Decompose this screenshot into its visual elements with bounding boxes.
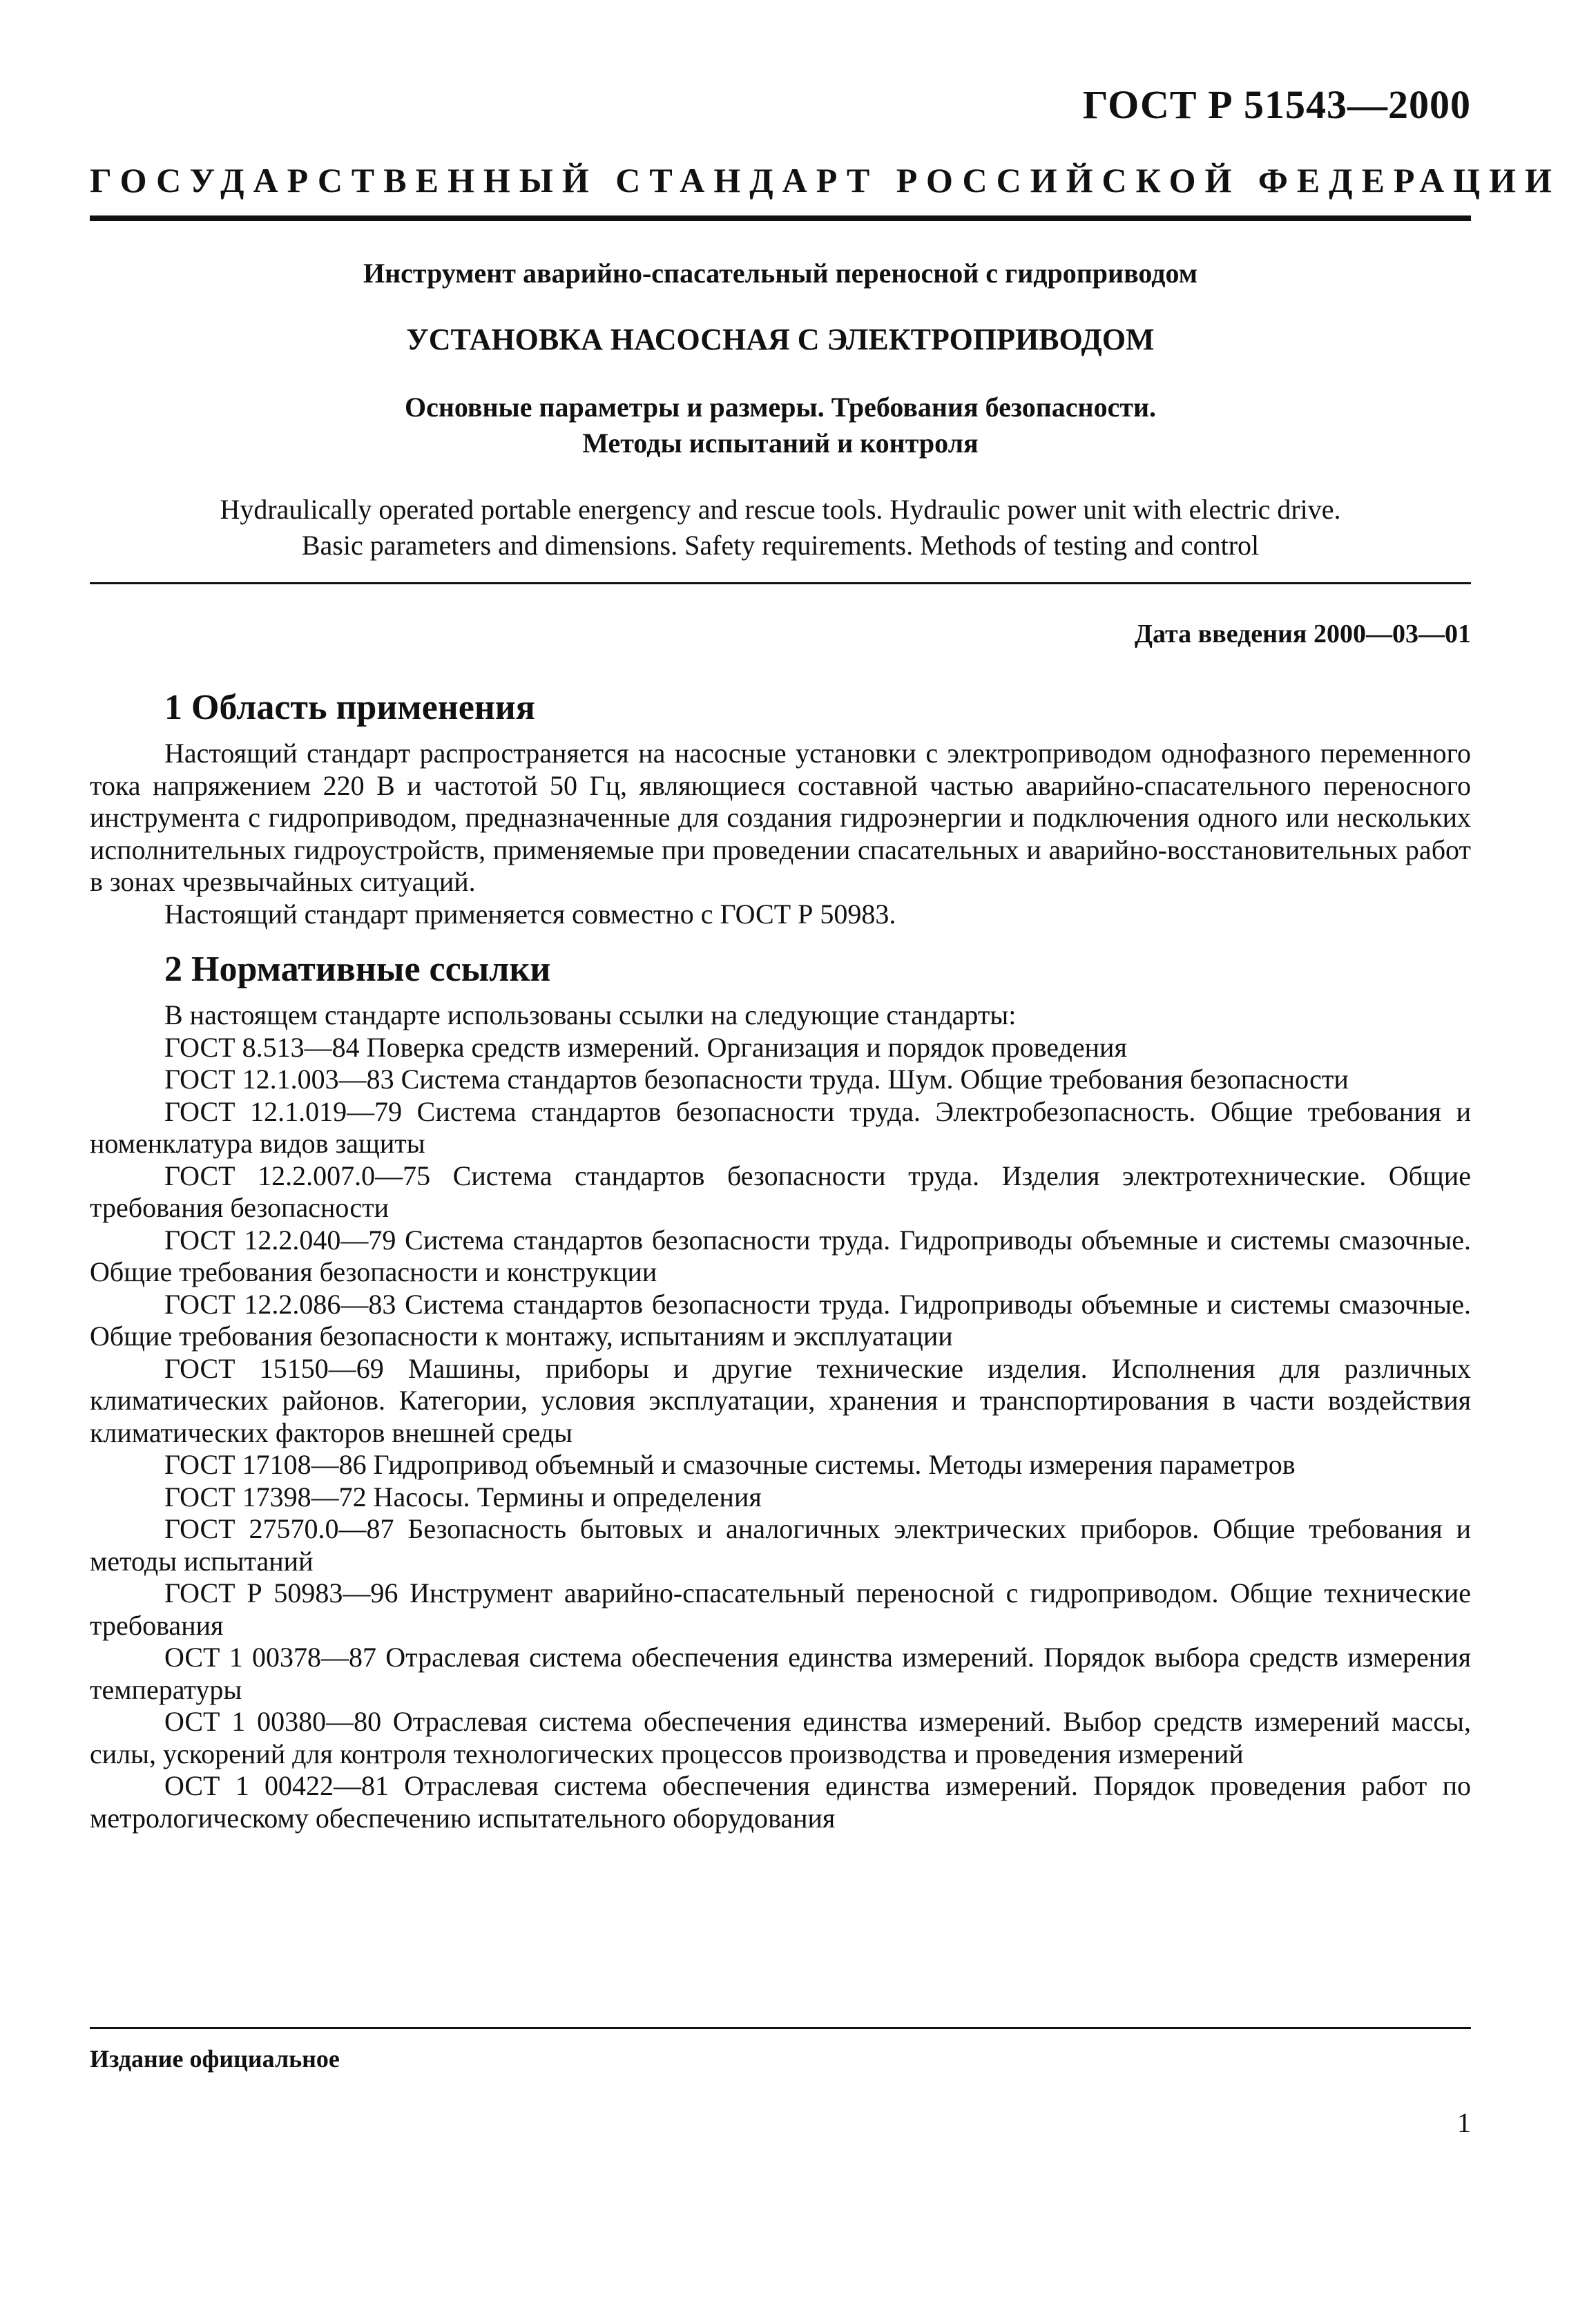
document-number: ГОСТ Р 51543—2000 (1082, 82, 1471, 127)
reference-item: ГОСТ 12.2.086—83 Система стандартов безопасности труда. Гидроприводы объемные и системы смазочные. Общие требования безопасности к монтажу, испытаниям и эксплуатации (90, 1288, 1471, 1352)
header-divider (90, 215, 1471, 221)
state-standard-heading: ГОСУДАРСТВЕННЫЙ СТАНДАРТ РОССИЙСКОЙ ФЕДЕРАЦИИ (90, 161, 1561, 200)
document-body (90, 684, 1471, 1834)
reference-item: ГОСТ 27570.0—87 Безопасность бытовых и аналогичных электрических приборов. Общие требования и методы испытаний (90, 1513, 1471, 1577)
reference-item: ГОСТ 12.2.040—79 Система стандартов безопасности труда. Гидроприводы объемные и системы смазочные. Общие требования безопасности и конструкции (90, 1224, 1471, 1287)
reference-item: ОСТ 1 00422—81 Отраслевая система обеспечения единства измерений. Порядок проведения работ по метрологическому обеспечению испытательного оборудования (90, 1770, 1471, 1834)
reference-item: ГОСТ Р 50983—96 Инструмент аварийно-спасательный переносной с гидроприводом. Общие технические требования (90, 1577, 1471, 1641)
reference-item: ОСТ 1 00378—87 Отраслевая система обеспечения единства измерений. Порядок выбора средств измерения температуры (90, 1642, 1471, 1705)
title-block (90, 256, 1471, 564)
reference-item: ГОСТ 15150—69 Машины, приборы и другие технические изделия. Исполнения для различных климатических районов. Категории, условия эксплуатации, хранения и транспортирования в части воздействия климатических факторов внешней среды (90, 1352, 1471, 1448)
title-subject-line-1: Основные параметры и размеры. Требования безопасности. (404, 392, 1157, 423)
title-english (90, 492, 1471, 564)
official-edition-label: Издание официальное (90, 2045, 340, 2073)
title-product-group: Инструмент аварийно-спасательный переносной с гидроприводом (363, 258, 1197, 289)
title-subject-line-2: Методы испытаний и контроля (582, 428, 979, 459)
reference-item: ГОСТ 8.513—84 Поверка средств измерений. Организация и порядок проведения (164, 1031, 1127, 1063)
reference-item: ОСТ 1 00380—80 Отраслевая система обеспечения единства измерений. Выбор средств измерений массы, силы, ускорений для контроля технологических процессов производства и проведения измерений (90, 1706, 1471, 1769)
section-1-paragraph: Настоящий стандарт применяется совместно с ГОСТ Р 50983. (164, 898, 896, 930)
title-divider (90, 582, 1471, 584)
page-number: 1 (1457, 2107, 1471, 2138)
title-english-line-1: Hydraulically operated portable energency and rescue tools. Hydraulic power unit with electric drive. (220, 494, 1341, 525)
section-1-heading: 1 Область применения (164, 688, 535, 727)
title-product-name: УСТАНОВКА НАСОСНАЯ С ЭЛЕКТРОПРИВОДОМ (406, 323, 1155, 356)
introduction-date: Дата введения 2000—03—01 (1134, 620, 1471, 649)
title-subject (90, 390, 1471, 461)
reference-item: ГОСТ 12.1.019—79 Система стандартов безопасности труда. Электробезопасность. Общие требования и номенклатура видов защиты (90, 1095, 1471, 1159)
reference-item: ГОСТ 17108—86 Гидропривод объемный и смазочные системы. Методы измерения параметров (164, 1449, 1296, 1480)
reference-item: ГОСТ 12.2.007.0—75 Система стандартов безопасности труда. Изделия электротехнические. Общие требования безопасности (90, 1160, 1471, 1223)
section-2-intro: В настоящем стандарте использованы ссылки на следующие стандарты: (164, 999, 1017, 1030)
section-2-heading: 2 Нормативные ссылки (164, 950, 551, 989)
reference-item: ГОСТ 12.1.003—83 Система стандартов безопасности труда. Шум. Общие требования безопасности (164, 1064, 1349, 1095)
footer-divider (90, 2027, 1471, 2029)
reference-item: ГОСТ 17398—72 Насосы. Термины и определения (164, 1481, 762, 1512)
title-english-line-2: Basic parameters and dimensions. Safety requirements. Methods of testing and control (301, 530, 1260, 561)
section-1-paragraph: Настоящий стандарт распространяется на насосные установки с электроприводом однофазного переменного тока напряжением 220 В и частотой 50 Гц, являющиеся составной частью аварийно-спасательного переносного инструмента с гидроприводом, предназначенные для создания гидроэнергии и подключения одного или нескольких исполнительных гидроустройств, применяемые при проведении спасательных и аварийно-восстановительных работ в зонах чрезвычайных ситуаций. (90, 738, 1471, 897)
